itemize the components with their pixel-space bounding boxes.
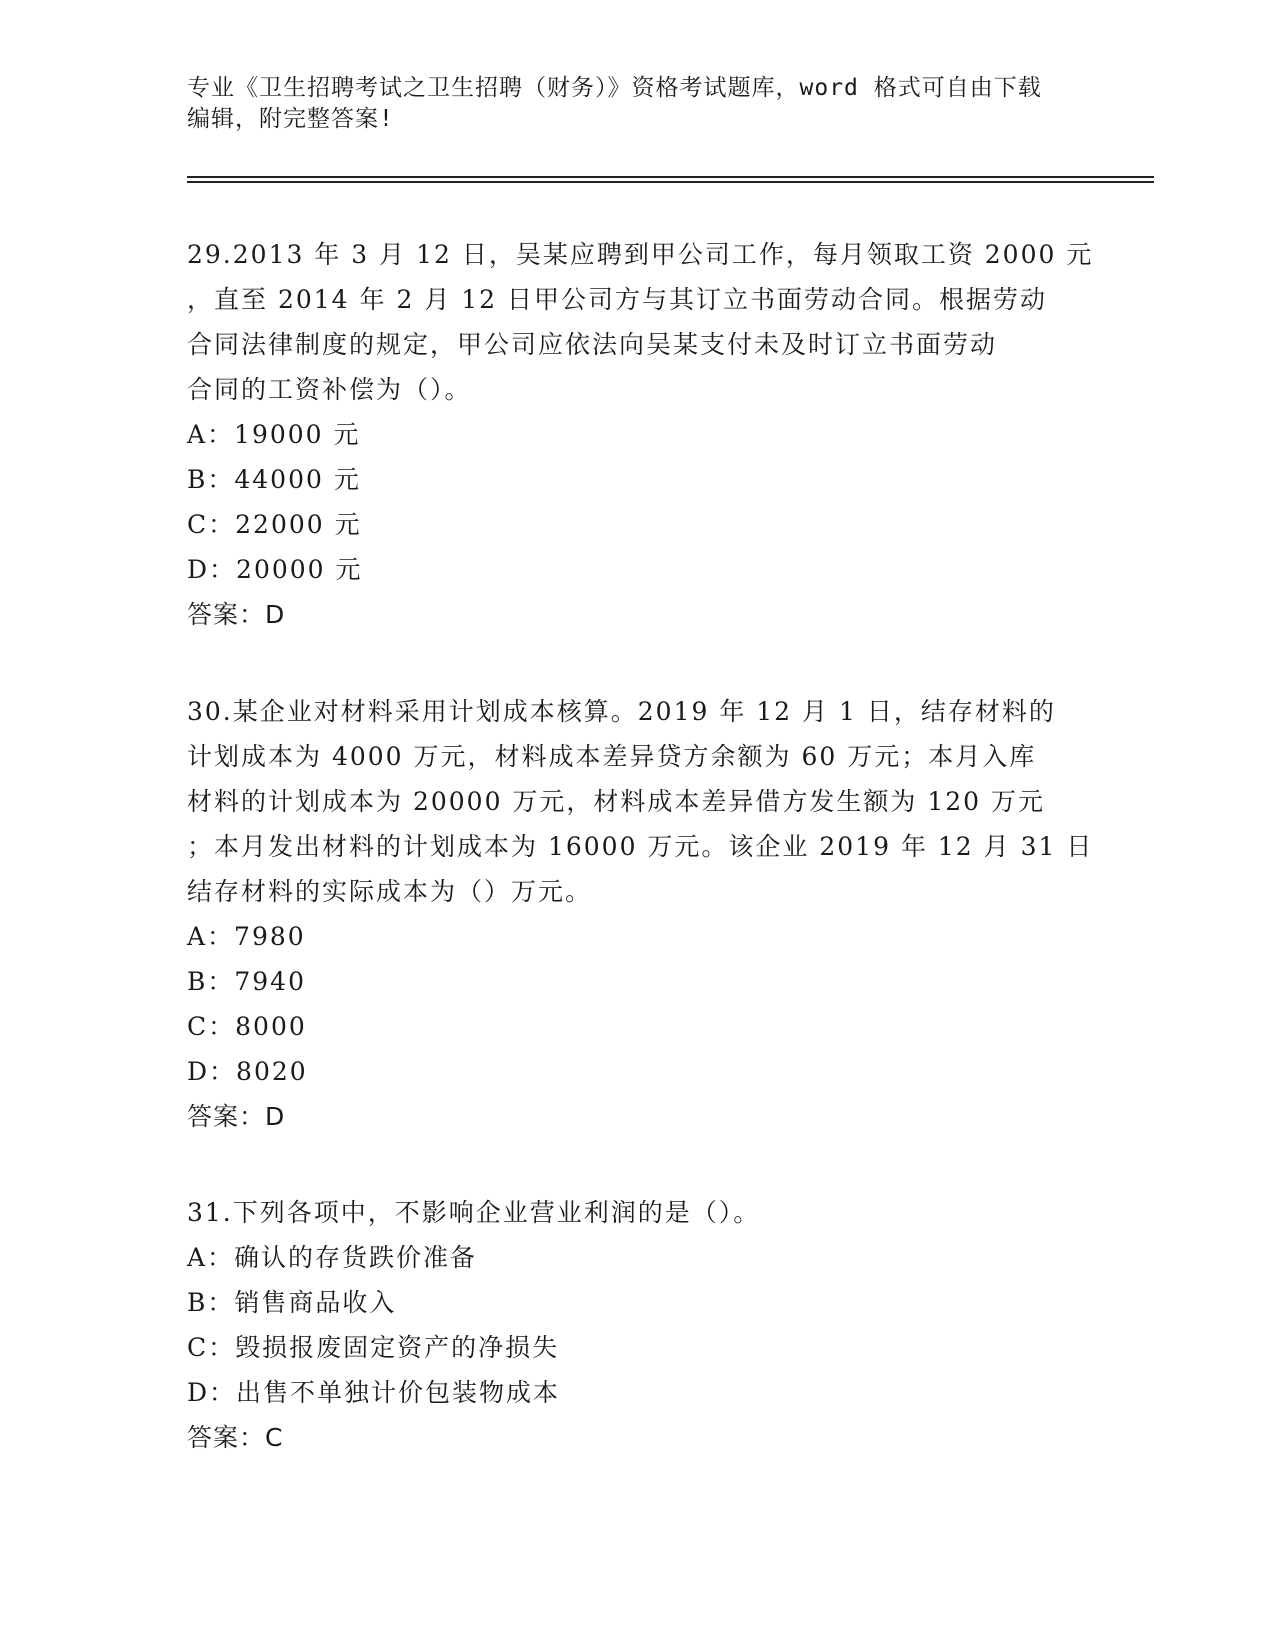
option-c: C：毁损报废固定资产的净损失 <box>187 1333 560 1362</box>
question-text-line: 计划成本为 4000 万元，材料成本差异贷方余额为 60 万元；本月入库 <box>187 742 1037 771</box>
question-text-line: 30.某企业对材料采用计划成本核算。2019 年 12 月 1 日，结存材料的 <box>187 697 1056 726</box>
question-text-line: 29.2013 年 3 月 12 日，吴某应聘到甲公司工作，每月领取工资 2000 元 <box>187 240 1094 269</box>
header-divider-bottom <box>187 181 1154 183</box>
question-29 <box>187 232 1094 637</box>
option-d: D：8020 <box>187 1057 308 1086</box>
question-text-line: ，直至 2014 年 2 月 12 日甲公司方与其订立书面劳动合同。根据劳动 <box>187 285 1048 314</box>
answer: 答案：D <box>187 600 286 629</box>
answer: 答案：C <box>187 1423 284 1452</box>
option-a: A：7980 <box>187 922 306 951</box>
option-a: A：19000 元 <box>187 420 361 449</box>
option-a: A：确认的存货跌价准备 <box>187 1243 478 1272</box>
option-d: D：出售不单独计价包装物成本 <box>187 1378 561 1407</box>
question-text-line: 合同法律制度的规定，甲公司应依法向吴某支付未及时订立书面劳动 <box>187 330 998 359</box>
option-b: B：7940 <box>187 967 306 996</box>
option-b: B：44000 元 <box>187 465 361 494</box>
header-line-2: 编辑，附完整答案! <box>187 106 394 132</box>
option-d: D：20000 元 <box>187 555 363 584</box>
option-b: B：销售商品收入 <box>187 1288 397 1317</box>
document-header <box>187 73 1087 135</box>
option-c: C：8000 <box>187 1012 307 1041</box>
answer: 答案：D <box>187 1102 286 1131</box>
question-text-line: 材料的计划成本为 20000 万元，材料成本差异借方发生额为 120 万元 <box>187 787 1046 816</box>
header-divider-top <box>187 176 1154 178</box>
question-text-line: 合同的工资补偿为（）。 <box>187 375 472 404</box>
question-30 <box>187 689 1094 1139</box>
question-text-line: ；本月发出材料的计划成本为 16000 万元。该企业 2019 年 12 月 31 日 <box>187 832 1094 861</box>
question-text-line: 结存材料的实际成本为（）万元。 <box>187 877 593 906</box>
question-31 <box>187 1190 1087 1460</box>
option-c: C：22000 元 <box>187 510 362 539</box>
header-line-1: 专业《卫生招聘考试之卫生招聘（财务）》资格考试题库，word 格式可自由下载 <box>187 75 1042 101</box>
question-text-line: 31.下列各项中，不影响企业营业利润的是（）。 <box>187 1198 761 1227</box>
